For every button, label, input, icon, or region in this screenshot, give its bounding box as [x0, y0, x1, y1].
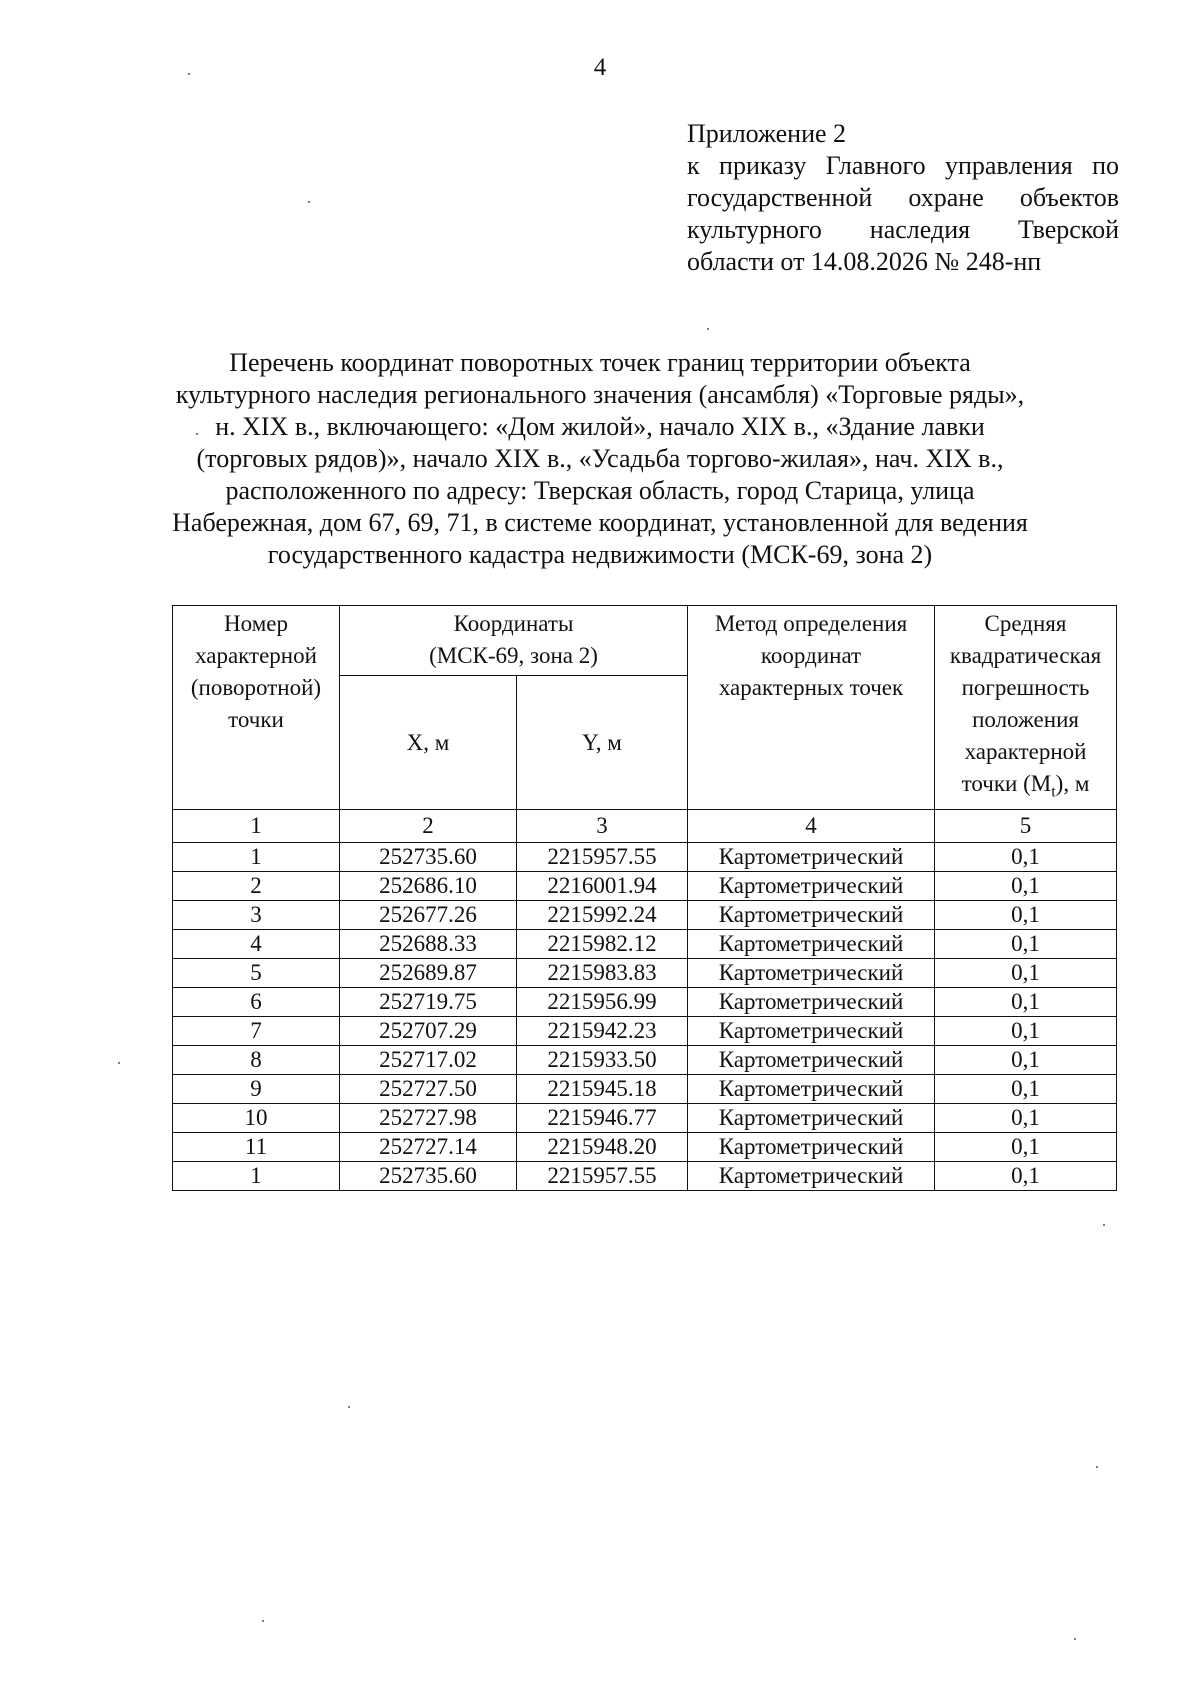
error-cell: 0,1: [935, 958, 1117, 987]
y-coordinate-cell: 2215956.99: [517, 987, 688, 1016]
title-line: (торговых рядов)», начало XIX в., «Усадьба торгово-жилая», нач. XIX в.,: [196, 444, 1004, 473]
document-title: [150, 347, 1050, 571]
x-coordinate-cell: 252677.26: [340, 900, 517, 929]
error-cell: 0,1: [935, 1132, 1117, 1161]
appendix-header: [687, 118, 1119, 278]
header-text: [935, 768, 1116, 809]
scan-speck: [308, 201, 310, 203]
scan-speck: [1096, 1466, 1098, 1468]
scan-speck: [348, 1406, 350, 1408]
header-text: Метод определения: [714, 611, 908, 636]
x-coordinate-cell: 252717.02: [340, 1045, 517, 1074]
header-text: Номер: [224, 611, 288, 636]
table-row: [173, 1132, 1117, 1161]
scan-speck: [118, 1062, 120, 1064]
method-cell: Картометрический: [688, 1045, 935, 1074]
point-number-cell: 2: [173, 871, 340, 900]
table-row: [173, 1103, 1117, 1132]
appendix-text-line: области от 14.08.2026 № 248-нп: [687, 247, 1042, 276]
x-coordinate-cell: 252689.87: [340, 958, 517, 987]
header-text: точки: [228, 707, 284, 732]
title-line: Набережная, дом 67, 69, 71, в системе координат, установленной для ведения: [172, 508, 1028, 537]
header-text: координат: [760, 643, 862, 668]
method-cell: Картометрический: [688, 1161, 935, 1190]
table-row: [173, 1016, 1117, 1045]
point-number-cell: 1: [173, 1161, 340, 1190]
header-text-part: точки (M: [961, 771, 1052, 796]
error-cell: 0,1: [935, 1045, 1117, 1074]
y-coordinate-cell: 2215957.55: [517, 1161, 688, 1190]
y-coordinate-cell: 2216001.94: [517, 871, 688, 900]
method-cell: Картометрический: [688, 900, 935, 929]
header-text: Координаты: [453, 611, 574, 636]
page-number: 4: [593, 54, 607, 81]
table-row: [173, 1161, 1117, 1190]
method-cell: Картометрический: [688, 1016, 935, 1045]
method-cell: Картометрический: [688, 842, 935, 871]
header-text: характерных точек: [718, 675, 904, 700]
header-text-part: ), м: [1055, 771, 1090, 796]
header-text: характерной: [195, 643, 317, 668]
header-text: Средняя: [984, 611, 1067, 636]
x-coordinate-cell: 252688.33: [340, 929, 517, 958]
title-line: Перечень координат поворотных точек границ территории объекта: [229, 348, 971, 377]
header-text: (МСК-69, зона 2): [429, 643, 598, 668]
header-method: [688, 606, 935, 810]
column-number: 5: [935, 809, 1117, 842]
method-cell: Картометрический: [688, 987, 935, 1016]
scan-speck: [1103, 1224, 1105, 1226]
x-coordinate-cell: 252735.60: [340, 842, 517, 871]
error-cell: 0,1: [935, 900, 1117, 929]
appendix-text-line: культурного наследия Тверской: [687, 215, 1119, 244]
header-point-number: [173, 606, 340, 810]
appendix-text-line: государственной охране объектов: [687, 183, 1119, 212]
x-coordinate-cell: 252707.29: [340, 1016, 517, 1045]
subscript-t: t: [1051, 783, 1056, 801]
table-row: [173, 958, 1117, 987]
table-row: [173, 900, 1117, 929]
title-line: н. XIX в., включающего: «Дом жилой», начало XIX в., «Здание лавки: [215, 412, 985, 441]
coordinates-table: [172, 605, 1117, 1191]
point-number-cell: 1: [173, 842, 340, 871]
y-coordinate-cell: 2215946.77: [517, 1103, 688, 1132]
x-coordinate-cell: 252719.75: [340, 987, 517, 1016]
method-cell: Картометрический: [688, 1074, 935, 1103]
header-text: погрешность: [961, 675, 1090, 700]
point-number-cell: 8: [173, 1045, 340, 1074]
title-line: расположенного по адресу: Тверская область, город Старица, улица: [225, 476, 975, 505]
method-cell: Картометрический: [688, 1132, 935, 1161]
method-cell: Картометрический: [688, 958, 935, 987]
point-number-cell: 3: [173, 900, 340, 929]
table-row: [173, 871, 1117, 900]
header-text: квадратическая: [949, 643, 1102, 668]
column-number: 3: [517, 809, 688, 842]
x-coordinate-cell: 252686.10: [340, 871, 517, 900]
table-row: [173, 842, 1117, 871]
y-coordinate-cell: 2215942.23: [517, 1016, 688, 1045]
table-row: [173, 1045, 1117, 1074]
header-coordinates: [340, 606, 688, 676]
y-coordinate-cell: 2215983.83: [517, 958, 688, 987]
error-cell: 0,1: [935, 929, 1117, 958]
method-cell: Картометрический: [688, 871, 935, 900]
header-text: (поворотной): [190, 675, 322, 700]
method-cell: Картометрический: [688, 1103, 935, 1132]
error-cell: 0,1: [935, 1103, 1117, 1132]
column-number: 4: [688, 809, 935, 842]
scan-speck: [707, 328, 709, 330]
x-coordinate-cell: 252735.60: [340, 1161, 517, 1190]
point-number-cell: 10: [173, 1103, 340, 1132]
point-number-cell: 11: [173, 1132, 340, 1161]
header-y: Y, м: [517, 675, 688, 809]
error-cell: 0,1: [935, 1161, 1117, 1190]
table-row: [173, 929, 1117, 958]
header-mean-square-error: [935, 606, 1117, 810]
title-line: культурного наследия регионального значения (ансамбля) «Торговые ряды»,: [175, 380, 1025, 409]
method-cell: Картометрический: [688, 929, 935, 958]
column-number-row: [173, 809, 1117, 842]
error-cell: 0,1: [935, 842, 1117, 871]
column-number: 1: [173, 809, 340, 842]
error-cell: 0,1: [935, 871, 1117, 900]
appendix-label: Приложение 2: [687, 119, 847, 148]
scan-speck: [262, 1620, 264, 1622]
scan-speck: [196, 433, 198, 435]
y-coordinate-cell: 2215992.24: [517, 900, 688, 929]
header-text: положения: [972, 707, 1079, 732]
error-cell: 0,1: [935, 987, 1117, 1016]
point-number-cell: 9: [173, 1074, 340, 1103]
y-coordinate-cell: 2215945.18: [517, 1074, 688, 1103]
column-number: 2: [340, 809, 517, 842]
y-coordinate-cell: 2215982.12: [517, 929, 688, 958]
header-x: X, м: [340, 675, 517, 809]
point-number-cell: 4: [173, 929, 340, 958]
error-cell: 0,1: [935, 1016, 1117, 1045]
table-row: [173, 1074, 1117, 1103]
point-number-cell: 5: [173, 958, 340, 987]
error-cell: 0,1: [935, 1074, 1117, 1103]
y-coordinate-cell: 2215933.50: [517, 1045, 688, 1074]
table-row: [173, 987, 1117, 1016]
x-coordinate-cell: 252727.50: [340, 1074, 517, 1103]
title-line: государственного кадастра недвижимости (МСК-69, зона 2): [267, 540, 933, 569]
y-coordinate-cell: 2215948.20: [517, 1132, 688, 1161]
x-coordinate-cell: 252727.98: [340, 1103, 517, 1132]
y-coordinate-cell: 2215957.55: [517, 842, 688, 871]
point-number-cell: 7: [173, 1016, 340, 1045]
scan-speck: [188, 73, 190, 75]
scan-speck: [1074, 1638, 1076, 1640]
header-text: характерной: [964, 739, 1087, 764]
point-number-cell: 6: [173, 987, 340, 1016]
x-coordinate-cell: 252727.14: [340, 1132, 517, 1161]
appendix-text-line: к приказу Главного управления по: [687, 151, 1119, 180]
